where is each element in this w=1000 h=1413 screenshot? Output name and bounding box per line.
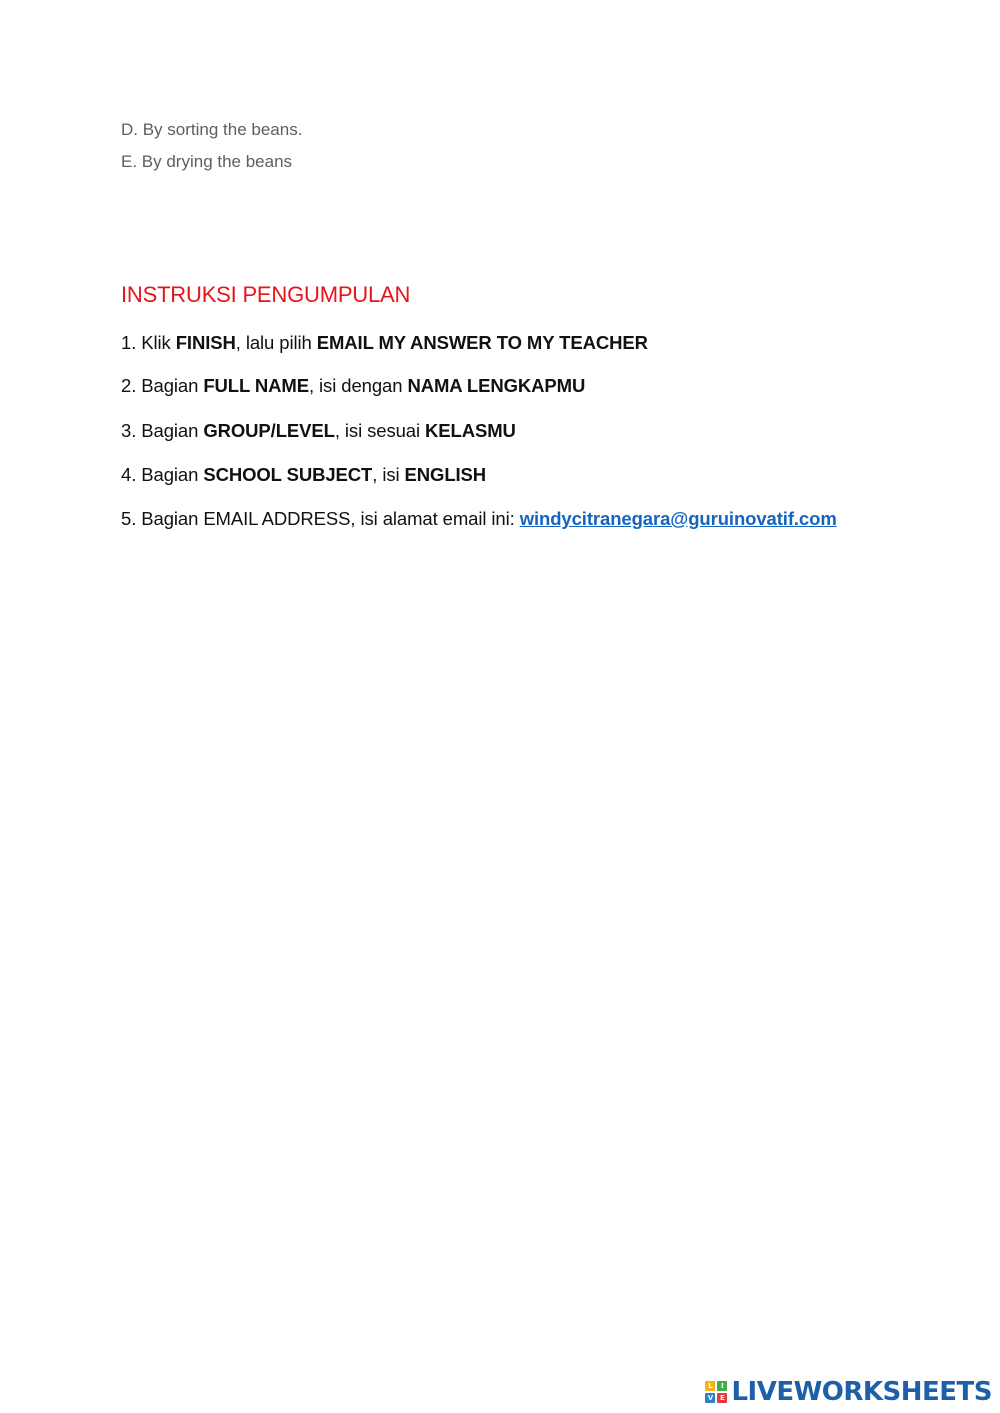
instruction-step-5 [121,508,837,530]
step-text: , lalu pilih [235,332,317,353]
step-keyword: KELASMU [425,420,516,441]
instructions-heading: INSTRUKSI PENGUMPULAN [121,282,411,307]
brand-name: LIVEWORKSHEETS [731,1377,992,1407]
instruction-step-2 [121,375,585,397]
step-text: 5. Bagian EMAIL ADDRESS, isi alamat email ini: [121,508,520,529]
step-keyword: ENGLISH [404,464,487,485]
liveworksheets-logo-icon [705,1381,727,1403]
instruction-step-4 [121,464,486,486]
answer-option-d: D. By sorting the beans. [121,120,303,139]
logo-square: V [705,1393,715,1403]
instruction-step-3 [121,420,516,442]
answer-option-e: E. By drying the beans [121,152,293,171]
step-text: 3. Bagian [121,420,204,441]
step-text: , isi [372,464,405,485]
step-keyword: FINISH [175,332,236,353]
step-keyword: FULL NAME [203,375,309,396]
step-text: , isi sesuai [334,420,426,441]
step-keyword: GROUP/LEVEL [203,420,335,441]
logo-square: E [717,1393,727,1403]
logo-square: I [717,1381,727,1391]
step-keyword: SCHOOL SUBJECT [203,464,373,485]
teacher-email-link[interactable]: windycitranegara@guruinovatif.com [519,508,837,529]
step-text: 1. Klik [121,332,176,353]
step-keyword: EMAIL MY ANSWER TO MY TEACHER [316,332,648,353]
logo-square: L [705,1381,715,1391]
liveworksheets-brand[interactable] [705,1377,992,1407]
step-keyword: NAMA LENGKAPMU [407,375,586,396]
step-text: , isi dengan [308,375,408,396]
instruction-step-1 [121,332,648,354]
step-text: 2. Bagian [121,375,204,396]
step-text: 4. Bagian [121,464,204,485]
